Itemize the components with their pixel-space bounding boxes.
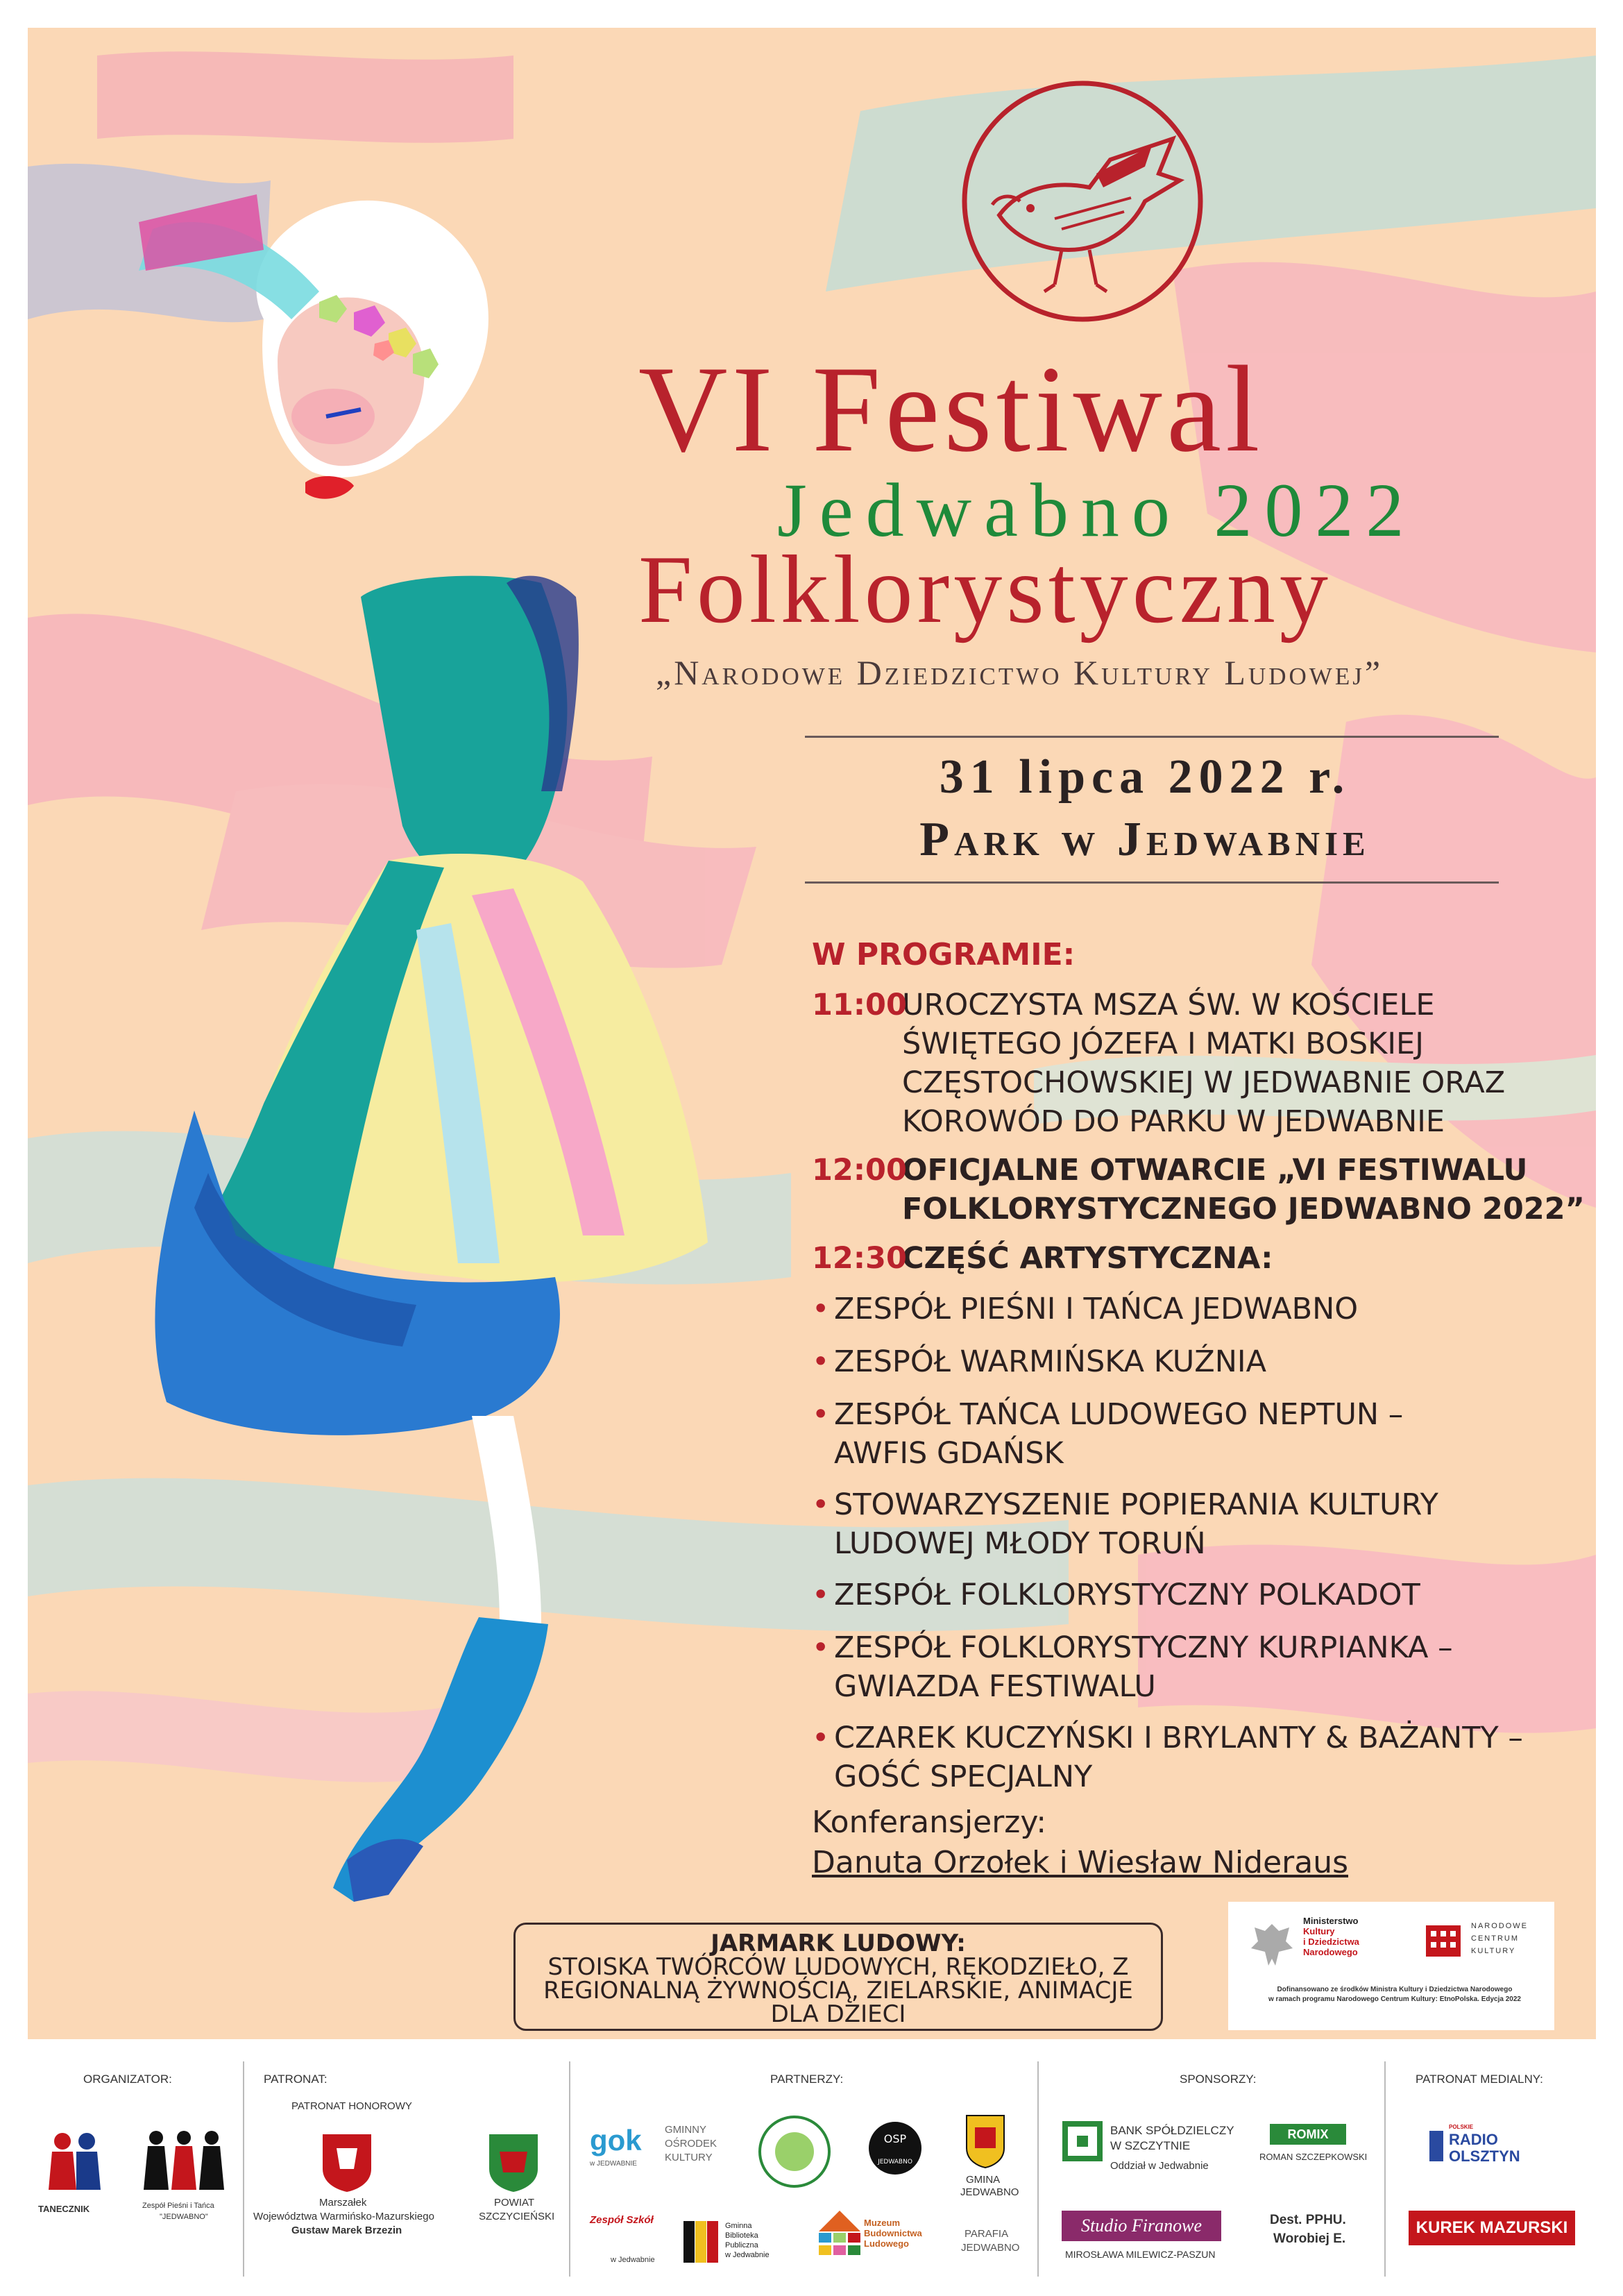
partners-heading: PARTNERZY: (770, 2073, 844, 2086)
county-line: SZCZYCIEŃSKI (479, 2211, 555, 2222)
hosts-label: Konferansjerzy: (812, 1805, 1047, 1840)
museum-logo-icon (819, 2211, 860, 2266)
county-line: POWIAT (494, 2197, 535, 2209)
nck-line: KULTURY (1471, 1947, 1516, 1955)
program-item (812, 1151, 1589, 1229)
event-place: Park w Jedwabnie (919, 813, 1370, 866)
performer-name: ZESPÓŁ PIEŚNI I TAŃCA JEDWABNO (834, 1292, 1359, 1326)
title-line-1: VI Festiwal (638, 340, 1264, 478)
footer-divider (1037, 2061, 1039, 2277)
performer-item: • ZESPÓŁ FOLKLORYSTYCZNY KURPIANKA – GWIAZDA FESTIWALU (812, 1628, 1589, 1706)
kurek-mazurski-logo: KUREK MAZURSKI (1409, 2211, 1575, 2245)
organizer-heading: ORGANIZATOR: (83, 2073, 172, 2086)
event-date: 31 lipca 2022 r. (939, 750, 1351, 804)
performer-item: • ZESPÓŁ FOLKLORYSTYCZNY POLKADOT (812, 1576, 1589, 1614)
organizer-logo-label: "JEDWABNO" (160, 2213, 208, 2221)
gmina-line: GMINA (966, 2174, 1001, 2186)
dancers-logo-icon (135, 2124, 232, 2200)
county-crest-icon (486, 2131, 541, 2193)
museum-line: Muzeum (864, 2218, 900, 2228)
poster-background (28, 28, 1596, 2039)
osp-logo-icon (867, 2113, 923, 2183)
marshal-line: Województwa Warmińsko-Mazurskiego (253, 2211, 434, 2222)
bank-line: Oddział w Jedwabnie (1110, 2160, 1209, 2172)
museum-line: Ludowego (864, 2238, 909, 2249)
ministry-line: i Dziedzictwa (1303, 1936, 1359, 1947)
performer-name: CZAREK KUCZYŃSKI I BRYLANTY & BAŻANTY – GOŚĆ SPECJALNY (834, 1721, 1523, 1794)
radio-olsztyn-logo (1429, 2124, 1568, 2172)
divider-bottom (805, 881, 1499, 884)
nck-line: CENTRUM (1471, 1934, 1519, 1943)
gok-line: KULTURY (665, 2152, 713, 2163)
funding-note (1242, 1985, 1547, 2004)
funding-note-line: Dofinansowano ze środków Ministra Kultury i Dziedzictwa Narodowego (1277, 1986, 1513, 1993)
library-line: w Jedwabnie (725, 2251, 770, 2259)
school-line: Zespół Szkół (590, 2214, 654, 2226)
parish-line: JEDWABNO (961, 2242, 1020, 2254)
title-line-3: Folklorystyczny (638, 536, 1332, 643)
performer-name: STOWARZYSZENIE POPIERANIA KULTURY LUDOWEJ MŁODY TORUŃ (834, 1487, 1438, 1561)
performer-name: ZESPÓŁ TAŃCA LUDOWEGO NEPTUN – AWFIS GDAŃSK (834, 1397, 1404, 1471)
studio-logo: Studio Firanowe (1062, 2211, 1221, 2241)
radio-line: OLSZTYN (1449, 2147, 1520, 2165)
bank-line: BANK SPÓŁDZIELCZY (1110, 2124, 1234, 2137)
ministry-line: Kultury (1303, 1926, 1335, 1936)
sponsors-heading: SPONSORZY: (1180, 2073, 1257, 2086)
footer-divider (569, 2061, 570, 2277)
performer-item: • ZESPÓŁ WARMIŃSKA KUŹNIA (812, 1342, 1589, 1381)
gmina-crest-icon (965, 2113, 1006, 2169)
ministry-line: Narodowego (1303, 1947, 1358, 1957)
museum-name (864, 2218, 922, 2249)
divider-top (805, 736, 1499, 738)
program-item (812, 986, 1589, 1141)
eagle-emblem-icon (1248, 1917, 1296, 1973)
media-heading: PATRONAT MEDIALNY: (1416, 2073, 1543, 2086)
performer-item: • ZESPÓŁ TAŃCA LUDOWEGO NEPTUN – AWFIS GDAŃSK (812, 1395, 1589, 1473)
library-line: Publiczna (725, 2241, 758, 2249)
performer-name: ZESPÓŁ WARMIŃSKA KUŹNIA (834, 1344, 1266, 1379)
osp-sub: JEDWABNO (878, 2159, 912, 2166)
ministry-name (1303, 1916, 1359, 1957)
sponsors-footer (0, 2054, 1623, 2296)
performer-item: • STOWARZYSZENIE POPIERANIA KULTURY LUDOWEJ MŁODY TORUŃ (812, 1485, 1589, 1563)
library-name (725, 2221, 770, 2260)
nck-line: NARODOWE (1471, 1922, 1528, 1930)
voivodeship-crest-icon (319, 2131, 375, 2193)
bank-logo-icon (1062, 2120, 1103, 2162)
library-line: Gminna (725, 2222, 752, 2230)
bank-line: W SZCZYTNIE (1110, 2139, 1191, 2152)
motto: „Narodowe Dziedzictwo Kultury Ludowej” (656, 653, 1384, 692)
marshal-line: Gustaw Marek Brzezin (291, 2225, 402, 2236)
performer-name: ZESPÓŁ FOLKLORYSTYCZNY KURPIANKA – GWIAZDA FESTIWALU (834, 1630, 1453, 1704)
gok-line: OŚRODEK (665, 2138, 717, 2150)
dest-line: Worobiej E. (1273, 2231, 1346, 2246)
gok-logo (590, 2124, 729, 2186)
library-logo-icon (683, 2221, 718, 2263)
romix-owner: ROMAN SZCZEPKOWSKI (1259, 2152, 1368, 2162)
program-text: UROCZYSTA MSZA ŚW. W KOŚCIELE ŚWIĘTEGO JÓZEFA I MATKI BOSKIEJ CZĘSTOCHOWSKIEJ W JEDWABNIE ORAZ KOROWÓD DO PARKU W JEDWABNIE (902, 988, 1506, 1139)
ministry-line: Ministerstwo (1303, 1916, 1359, 1926)
gmina-line: JEDWABNO (960, 2186, 1019, 2198)
gok-line: GMINNY (665, 2124, 706, 2136)
performer-item: • ZESPÓŁ PIEŚNI I TAŃCA JEDWABNO (812, 1290, 1589, 1328)
program-time: 12:30 (812, 1241, 907, 1276)
program-heading: W PROGRAMIE: (812, 937, 1076, 972)
bird-in-circle-icon (951, 69, 1214, 333)
osp-text: OSP (883, 2132, 907, 2145)
radio-line: RADIO (1449, 2131, 1498, 2148)
dest-line: Dest. PPHU. (1270, 2213, 1346, 2227)
title-line-2: Jedwabno 2022 (777, 468, 1417, 552)
organizer-logo-label: Zespół Pieśni i Tańca (142, 2202, 214, 2210)
gok-sub: w JEDWABNIE (590, 2160, 637, 2168)
library-line: Biblioteka (725, 2231, 758, 2240)
fair-body: STOISKA TWÓRCÓW LUDOWYCH, RĘKODZIEŁO, Z REGIONALNĄ ŻYWNOŚCIĄ, ZIELARSKIE, ANIMACJE DLA DZIECI (543, 1953, 1133, 2028)
parish-line: PARAFIA (965, 2228, 1009, 2240)
museum-line: Budownictwa (864, 2228, 922, 2238)
fair-box (513, 1923, 1163, 2031)
school-line: w Jedwabnie (611, 2256, 655, 2264)
gok-mark: gok (590, 2124, 642, 2156)
hosts-names: Danuta Orzołek i Wiesław Nideraus (812, 1845, 1349, 1880)
radio-small: POLSKIE (1449, 2124, 1474, 2130)
footer-divider (1384, 2061, 1386, 2277)
performer-item: • CZAREK KUCZYŃSKI I BRYLANTY & BAŻANTY – GOŚĆ SPECJALNY (812, 1719, 1589, 1796)
organizer-logo-label: TANECZNIK (38, 2204, 90, 2214)
program-time: 11:00 (812, 988, 907, 1022)
studio-owner: MIROSŁAWA MILEWICZ-PASZUN (1065, 2249, 1216, 2260)
romix-logo: ROMIX (1270, 2124, 1346, 2145)
footer-divider (243, 2061, 244, 2277)
funding-panel (1228, 1902, 1554, 2030)
program-text: OFICJALNE OTWARCIE „VI FESTIWALU FOLKLORYSTYCZNEGO JEDWABNO 2022” (902, 1153, 1585, 1226)
program-item (812, 1239, 1589, 1278)
nck-name (1471, 1920, 1528, 1957)
association-seal-icon (756, 2113, 833, 2190)
tanecznik-logo-icon (35, 2124, 111, 2200)
funding-note-line: w ramach programu Narodowego Centrum Kultury: EtnoPolska. Edycja 2022 (1268, 1995, 1521, 2003)
nck-logo-icon (1422, 1918, 1464, 1960)
honorary-heading: PATRONAT HONOROWY (291, 2100, 412, 2112)
program-text: CZĘŚĆ ARTYSTYCZNA: (902, 1241, 1273, 1276)
performer-name: ZESPÓŁ FOLKLORYSTYCZNY POLKADOT (834, 1578, 1420, 1612)
fair-heading: JARMARK LUDOWY: (711, 1930, 966, 1957)
program-time: 12:00 (812, 1153, 907, 1188)
radio-bar-icon (1429, 2131, 1443, 2161)
marshal-line: Marszałek (319, 2197, 367, 2209)
patronage-heading: PATRONAT: (264, 2073, 328, 2086)
